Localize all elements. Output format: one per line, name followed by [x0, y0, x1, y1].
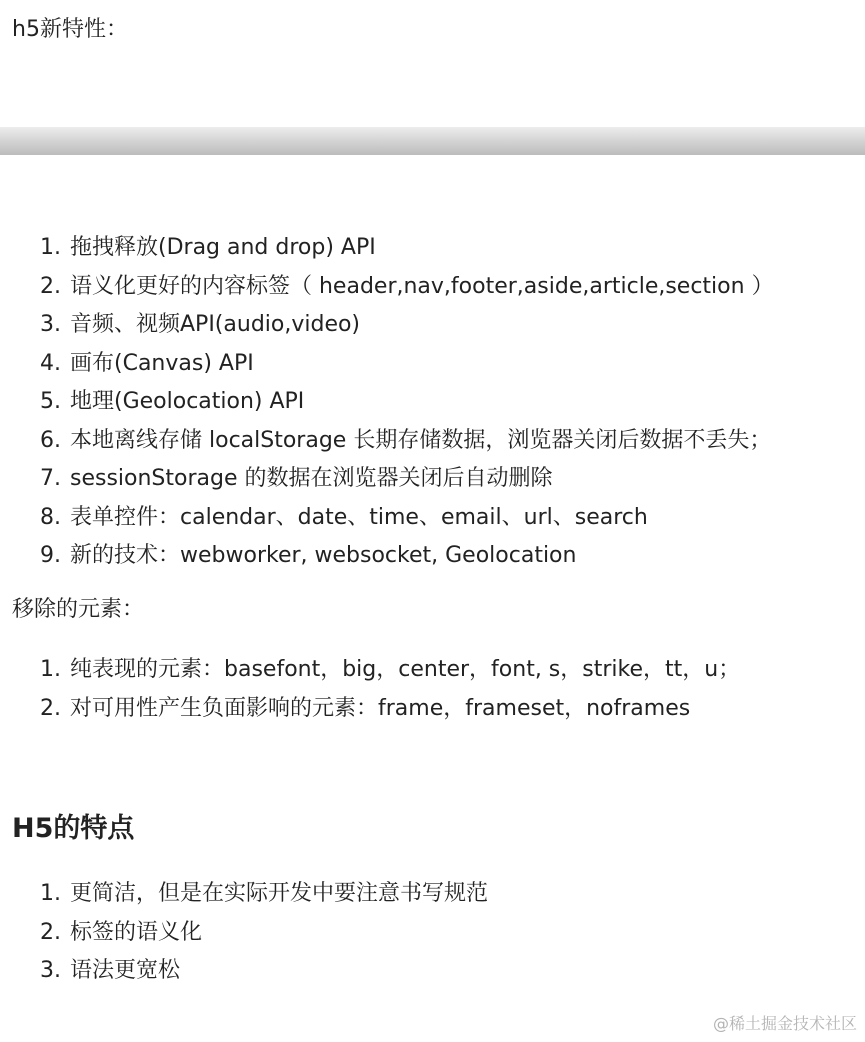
list-item-text: 语义化更好的内容标签（ header,nav,footer,aside,article,section ）: [70, 273, 774, 299]
list-item: [0, 345, 774, 384]
list-number: 9.: [40, 543, 61, 568]
list-item: [0, 537, 774, 576]
list-number: 8.: [40, 504, 61, 530]
list-item-text: 标签的语义化: [70, 919, 203, 945]
list-item: [0, 422, 774, 461]
features-list: [0, 229, 774, 576]
section-heading: H5的特点: [12, 813, 135, 844]
removed-elements-title: 移除的元素：: [12, 597, 145, 622]
list-number: 1.: [40, 881, 61, 906]
list-item-text: 音频、视频API(audio,video): [70, 312, 361, 337]
list-number: 2.: [40, 273, 61, 299]
list-item: [0, 651, 740, 690]
list-number: 6.: [40, 427, 61, 453]
list-item: [0, 268, 774, 307]
list-item-text: 纯表现的元素：basefont，big，center，font, s，strike，tt，u；: [70, 657, 741, 682]
list-number: 1.: [40, 235, 61, 260]
list-item: [0, 690, 740, 729]
list-number: 2.: [40, 919, 61, 945]
list-number: 7.: [40, 466, 61, 491]
section-divider: [0, 127, 865, 155]
list-number: 2.: [40, 695, 61, 721]
list-item-text: sessionStorage 的数据在浏览器关闭后自动删除: [70, 466, 553, 491]
list-item-text: 更简洁，但是在实际开发中要注意书写规范: [70, 881, 489, 906]
list-item: [0, 499, 774, 538]
list-item: [0, 383, 774, 422]
list-item: [0, 914, 488, 953]
list-item: [0, 952, 488, 991]
list-item-text: 本地离线存储 localStorage 长期存储数据，浏览器关闭后数据不丢失；: [70, 427, 772, 453]
watermark: @稀土掘金技术社区: [712, 1014, 857, 1033]
intro-title: h5新特性：: [12, 17, 128, 42]
list-number: 1.: [40, 657, 61, 682]
list-number: 3.: [40, 958, 61, 983]
list-item: [0, 306, 774, 345]
list-item: [0, 229, 774, 268]
list-item-text: 表单控件：calendar、date、time、email、url、search: [70, 504, 648, 530]
list-item-text: 地理(Geolocation) API: [70, 389, 305, 414]
removed-elements-list: [0, 651, 740, 728]
list-item-text: 对可用性产生负面影响的元素：frame，frameset，noframes: [70, 695, 691, 721]
list-item-text: 拖拽释放(Drag and drop) API: [70, 235, 376, 260]
list-number: 4.: [40, 350, 61, 376]
list-item: [0, 460, 774, 499]
list-number: 5.: [40, 389, 61, 414]
list-item-text: 画布(Canvas) API: [70, 350, 254, 376]
traits-list: [0, 875, 488, 991]
list-item-text: 新的技术：webworker, websocket, Geolocation: [70, 543, 577, 568]
list-item: [0, 875, 488, 914]
list-item-text: 语法更宽松: [70, 958, 181, 983]
list-number: 3.: [40, 312, 61, 337]
